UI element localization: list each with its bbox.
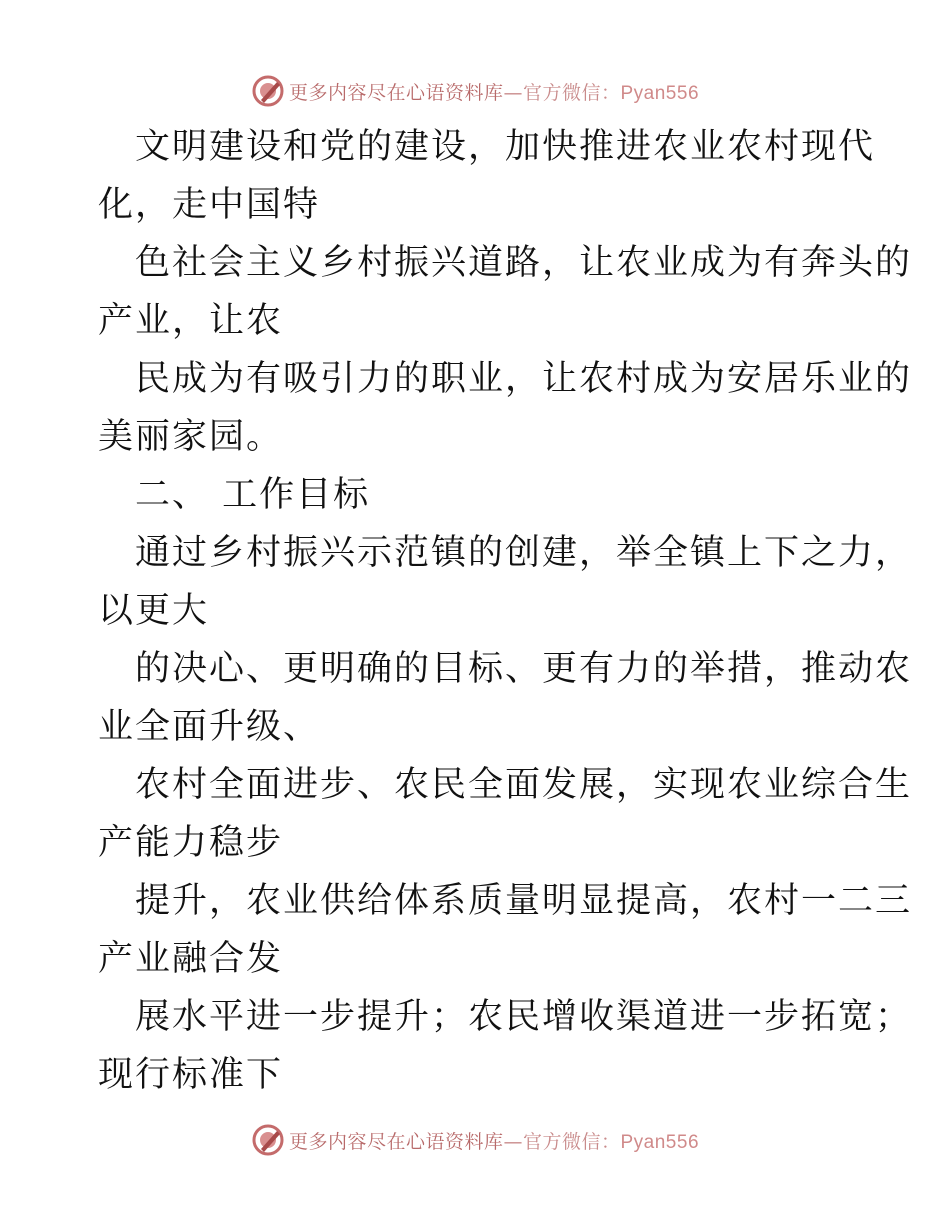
body-line: 美丽家园。 (98, 417, 284, 457)
body-line: 展水平进一步提升；农民增收渠道进一步拓宽； (135, 997, 913, 1037)
body-line: 农村全面进步、农民全面发展，实现农业综合生 (135, 765, 913, 805)
body-line: 业全面升级、 (98, 707, 321, 747)
header-watermark (0, 73, 950, 109)
body-line: 化，走中国特 (98, 185, 321, 225)
watermark-label: 官方微信： (522, 1130, 621, 1153)
watermark-wechat-id: Pyan556 (620, 1131, 700, 1153)
pen-logo-icon (251, 1123, 285, 1157)
body-line: 提升，农业供给体系质量明显提高，农村一二三 (135, 881, 913, 921)
body-line: 文明建设和党的建设，加快推进农业农村现代 (135, 127, 876, 167)
watermark-text (289, 78, 699, 105)
section-heading: 二、 工作目标 (135, 475, 371, 515)
body-line: 通过乡村振兴示范镇的创建，举全镇上下之力， (135, 533, 913, 573)
body-line: 民成为有吸引力的职业，让农村成为安居乐业的 (135, 359, 913, 399)
body-line: 以更大 (98, 591, 210, 631)
body-line: 的决心、更明确的目标、更有力的举措，推动农 (135, 649, 913, 689)
pen-logo-icon (251, 74, 285, 108)
body-line: 产业，让农 (98, 301, 284, 341)
watermark-dash: — (503, 81, 523, 104)
watermark-wechat-id: Pyan556 (620, 82, 700, 104)
document-body (98, 118, 913, 1104)
watermark-label: 官方微信： (522, 81, 621, 104)
footer-watermark (0, 1122, 950, 1158)
watermark-text (289, 1127, 699, 1154)
body-line: 色社会主义乡村振兴道路，让农业成为有奔头的 (135, 243, 913, 283)
body-line: 产能力稳步 (98, 823, 284, 863)
watermark-brand: 更多内容尽在心语资料库 (288, 1130, 504, 1153)
body-line: 现行标准下 (98, 1055, 284, 1095)
watermark-dash: — (503, 1130, 523, 1153)
body-line: 产业融合发 (98, 939, 284, 979)
watermark-brand: 更多内容尽在心语资料库 (288, 81, 504, 104)
